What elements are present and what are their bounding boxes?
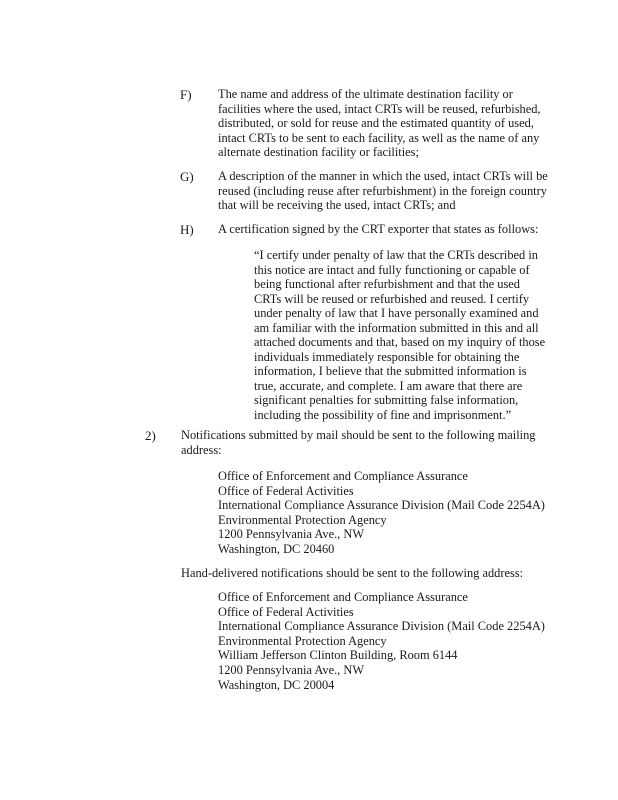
address-line: International Compliance Assurance Division (Mail Code 2254A) <box>218 619 545 634</box>
certification-quote: “I certify under penalty of law that the CRTs described in this notice are intact and fully functioning or capable of being functional after refurbishment and that the used CRTs will be reused or refurbished and reused. I certify under penalty of law that I have personally examined and am familiar with the information submitted in this and all attached documents and that, based on my inquiry of those individuals immediately responsible for obtaining the information, I believe that the submitted information is true, accurate, and complete. I am aware that there are significant penalties for submitting false information, including the possibility of fine and imprisonment.” <box>254 248 546 423</box>
address-line: International Compliance Assurance Division (Mail Code 2254A) <box>218 498 545 513</box>
hand-intro: Hand-delivered notifications should be sent to the following address: <box>181 566 524 580</box>
section-number: 2) <box>145 428 156 443</box>
address-line: Office of Federal Activities <box>218 483 354 498</box>
address-line: Office of Enforcement and Compliance Assurance <box>218 469 468 483</box>
item-label: G) <box>180 169 194 184</box>
mail-address-block <box>218 469 548 557</box>
address-line: Office of Federal Activities <box>218 604 354 619</box>
mail-intro: Notifications submitted by mail should be sent to the following mailing address: <box>181 428 536 457</box>
item-text: The name and address of the ultimate destination facility or facilities where the used, intact CRTs will be reused, refurbished, distributed, or sold for reuse and the estimated quantity of used, intact CRTs to be sent to each facility, as well as the name of any alternate destination facility or facilities; <box>218 87 541 160</box>
address-line: Washington, DC 20004 <box>218 677 335 692</box>
address-line: Environmental Protection Agency <box>218 633 387 648</box>
address-line: 1200 Pennsylvania Ave., NW <box>218 662 365 677</box>
address-line: Office of Enforcement and Compliance Assurance <box>218 590 468 604</box>
address-line: Washington, DC 20460 <box>218 541 335 556</box>
address-line: 1200 Pennsylvania Ave., NW <box>218 527 365 542</box>
item-label: F) <box>180 87 192 102</box>
item-label: H) <box>180 222 194 237</box>
address-line: William Jefferson Clinton Building, Room 6144 <box>218 648 458 663</box>
hand-address-block <box>218 590 548 692</box>
address-line: Environmental Protection Agency <box>218 512 387 527</box>
item-text: A description of the manner in which the used, intact CRTs will be reused (including reuse after refurbishment) in the foreign country that will be receiving the used, intact CRTs; and <box>218 169 548 213</box>
item-text: A certification signed by the CRT exporter that states as follows: <box>218 222 539 236</box>
